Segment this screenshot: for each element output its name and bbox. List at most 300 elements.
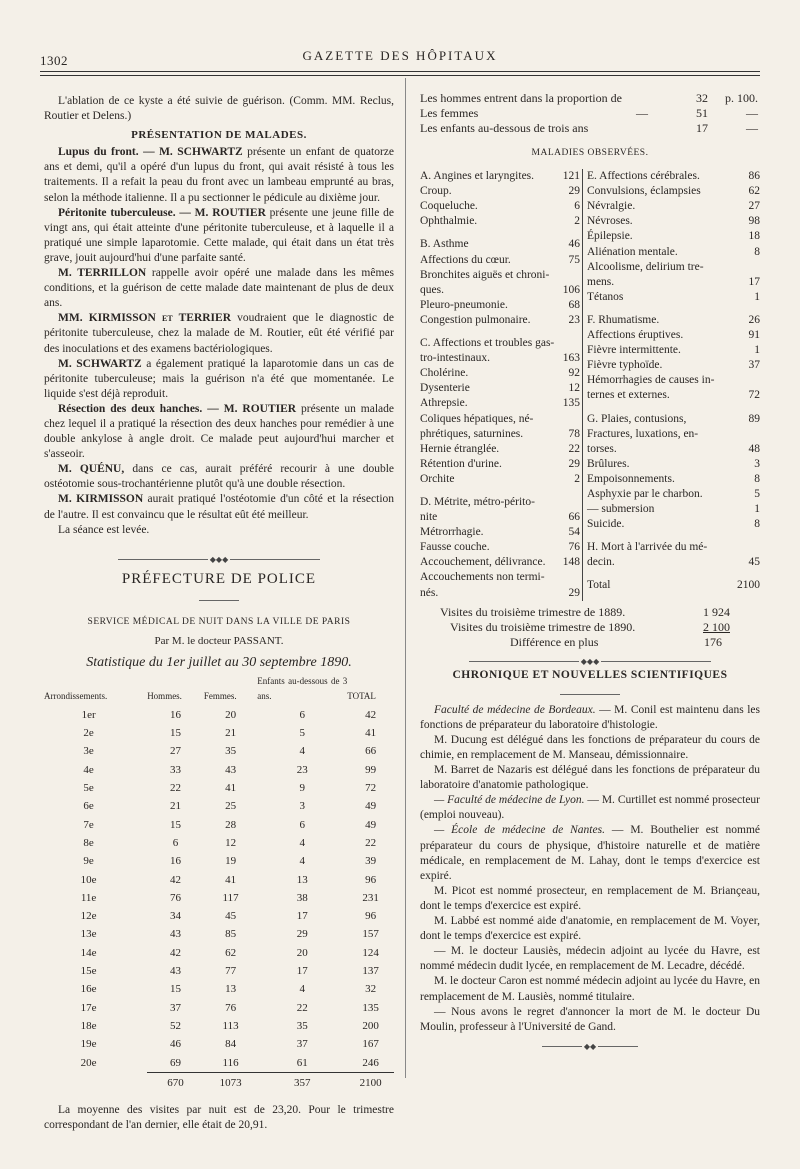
table-cell: 20e: [80, 1056, 97, 1069]
disease-label: Croup.: [420, 185, 452, 198]
table-cell: 32: [365, 983, 377, 996]
disease-label: nés.: [420, 586, 439, 599]
disease-label: Athrepsie.: [420, 397, 468, 410]
table-cell: 21: [170, 800, 182, 813]
proportion-men-unit: p. 100.: [725, 91, 758, 105]
table-cell: 46: [170, 1038, 182, 1051]
lyon-heading: — Faculté de médecine de Lyon.: [434, 794, 585, 807]
disease-count: 26: [748, 313, 760, 326]
nantes-heading: — École de médecine de Nantes.: [434, 824, 605, 837]
chronique-bordeaux-3: M. Barret de Nazaris est délégué dans les fonctions de préparateur du laboratoire d'anatomie pathologique.: [420, 764, 760, 792]
lupus-heading: Lupus du front.: [58, 146, 139, 159]
table-cell: 99: [365, 763, 377, 776]
disease-row: [587, 313, 760, 328]
disease-row: [587, 199, 760, 214]
disease-label: Rétention d'urine.: [420, 457, 502, 470]
bordeaux-text: — M. Conil est maintenu dans les fonctions de préparateur du laboratoire d'histologie.: [420, 703, 760, 731]
disease-row: [587, 517, 760, 532]
disease-label: Ophthalmie.: [420, 215, 478, 228]
disease-row: [587, 578, 760, 593]
disease-count: 2: [574, 472, 580, 485]
disease-row: [587, 214, 760, 229]
disease-label: — submersion: [587, 503, 655, 516]
ornament-divider: ◆◆◆: [44, 552, 394, 564]
disease-count: 8: [754, 245, 760, 258]
proportion-women-label: Les femmes: [420, 106, 479, 120]
table-cell: 84: [225, 1038, 237, 1051]
table-cell: 167: [362, 1038, 379, 1051]
proportion-women-dash: —: [636, 106, 648, 120]
chronique-bordeaux-2: M. Ducung est délégué dans les fonctions de préparateur du cours de chimie, en remplacement de M. Manseau, démissionnaire.: [420, 733, 760, 761]
difference-value: 176: [704, 634, 722, 649]
table-row: [44, 944, 394, 962]
disease-row: [420, 268, 580, 283]
disease-label: nite: [420, 511, 438, 524]
table-cell: 33: [170, 763, 182, 776]
disease-row: [587, 343, 760, 358]
disease-label: Névroses.: [587, 215, 633, 228]
resection-heading: Résection des deux hanches.: [58, 402, 203, 415]
terrillon-author: M. TERRILLON: [58, 267, 147, 280]
disease-count: 98: [748, 215, 760, 228]
disease-label: F. Rhumatisme.: [587, 313, 660, 326]
col-header-hommes: Hommes.: [147, 691, 182, 702]
disease-row: [587, 427, 760, 442]
table-row: [44, 798, 394, 816]
disease-label: Congestion pulmonaire.: [420, 313, 531, 326]
table-cell: 77: [225, 965, 237, 978]
maladies-left-col: [420, 169, 583, 601]
disease-row: [420, 381, 580, 396]
resection-author: — M. ROUTIER: [207, 402, 297, 415]
table-row: [44, 871, 394, 889]
table-cell: 41: [225, 873, 237, 886]
table-cell: 41: [365, 727, 377, 740]
disease-row: [420, 555, 580, 570]
disease-row: [420, 336, 580, 351]
disease-row: [420, 412, 580, 427]
table-row: [44, 834, 394, 852]
disease-row: [420, 366, 580, 381]
disease-count: 106: [562, 283, 580, 296]
disease-label: ternes et externes.: [587, 389, 670, 402]
table-cell: 15: [170, 727, 182, 740]
proportion-row-women: [420, 106, 760, 121]
resection-paragraph: [44, 402, 394, 462]
table-cell: 21: [225, 727, 237, 740]
disease-row: [587, 184, 760, 199]
disease-label: Névralgie.: [587, 200, 636, 213]
maladies-right-col: [583, 169, 761, 601]
table-cell: 76: [225, 1001, 237, 1014]
bordeaux-heading: Faculté de médecine de Bordeaux.: [434, 703, 596, 716]
disease-count: 121: [562, 170, 580, 183]
disease-label: Brûlures.: [587, 457, 630, 470]
resection-text: présente un malade chez lequel il a pratiqué la résection des deux hanches pour remédier à une double ankylose à angle droit. Ce malade peut aujourd'hui marcher et s'asseoir.: [44, 402, 395, 461]
quenu-text: dans ce cas, aurait préféré recourir à une double ostéotomie sous-trochantérienne plutôt qu'à une double résection.: [44, 463, 394, 491]
disease-count: 23: [568, 313, 580, 326]
disease-label: Asphyxie par le charbon.: [587, 487, 703, 500]
table-cell: 6e: [83, 800, 94, 813]
left-column: [44, 94, 394, 1133]
disease-count: 92: [568, 367, 580, 380]
disease-label: tro-intestinaux.: [420, 352, 490, 365]
table-cell: 113: [222, 1019, 239, 1032]
lupus-paragraph: [44, 145, 394, 205]
disease-count: 89: [748, 412, 760, 425]
disease-label: Hémorrhagies de causes in-: [587, 374, 715, 387]
group-spacer: [587, 404, 760, 412]
terrillon-paragraph: [44, 266, 394, 311]
nantes-text: — M. Bouthelier est nommé préparateur du cours de physique, d'histoire naturelle et de matière médicale, en remplacement de M. Lahay, dont le temps d'exercice est expiré.: [420, 824, 760, 882]
disease-row: [587, 540, 760, 555]
group-spacer: [420, 229, 580, 237]
header-rule-thin: [40, 75, 760, 76]
chronique-lyon: [420, 793, 760, 823]
disease-count: 86: [748, 170, 760, 183]
disease-label: Cholérine.: [420, 367, 469, 380]
table-cell: 4e: [83, 763, 94, 776]
closing-paragraph: La moyenne des visites par nuit est de 23,20. Pour le trimestre correspondant de l'an dernier, elle était de 20,91.: [44, 1104, 394, 1132]
disease-label: G. Plaies, contusions,: [587, 412, 687, 425]
table-cell: 28: [225, 818, 237, 831]
seance-levee: La séance est levée.: [58, 523, 150, 536]
table-cell: 4: [299, 745, 306, 758]
disease-row: [587, 358, 760, 373]
proportion-men-value: 32: [696, 91, 708, 105]
disease-row: [420, 283, 580, 298]
table-row: [44, 761, 394, 779]
disease-label: torses.: [587, 442, 617, 455]
table-cell: 61: [296, 1056, 308, 1069]
disease-row: [420, 540, 580, 555]
proportion-women-value: 51: [696, 106, 708, 120]
table-cell: 6: [299, 708, 306, 721]
night-service-table: [44, 674, 394, 1093]
table-cell: 6: [172, 836, 179, 849]
disease-row: [420, 457, 580, 472]
table-cell: 13e: [80, 928, 97, 941]
stats-title: Statistique du 1er juillet au 30 septembre 1890.: [86, 655, 352, 670]
table-cell: 49: [365, 818, 377, 831]
table-cell: 124: [362, 946, 379, 959]
table-cell: 10e: [80, 873, 97, 886]
visits-block: [420, 605, 760, 650]
disease-count: 78: [568, 427, 580, 440]
total-cell: 1073: [204, 1073, 257, 1094]
kirmisson2-author: M. KIRMISSON: [58, 493, 144, 506]
table-row: [44, 725, 394, 743]
lupus-author: — M. SCHWARTZ: [143, 146, 243, 159]
disease-label: Coliques hépatiques, né-: [420, 412, 534, 425]
disease-count: 1: [754, 503, 760, 516]
disease-count: 29: [568, 457, 580, 470]
disease-row: [420, 253, 580, 268]
disease-label: Accouchements non termi-: [420, 571, 545, 584]
disease-count: 29: [568, 586, 580, 599]
table-cell: 6: [299, 818, 306, 831]
disease-count: 135: [562, 397, 580, 410]
page-number: 1302: [40, 53, 68, 68]
proportion-men-label: Les hommes entrent dans la proportion de: [420, 91, 622, 105]
table-cell: 246: [362, 1056, 379, 1069]
table-cell: 35: [225, 745, 237, 758]
ornament-divider-right: ◆◆◆: [420, 654, 760, 666]
table-cell: 42: [170, 946, 182, 959]
table-cell: 43: [170, 928, 182, 941]
disease-label: D. Métrite, métro-périto-: [420, 495, 535, 508]
table-cell: 49: [365, 800, 377, 813]
table-cell: 42: [365, 708, 377, 721]
table-cell: 27: [170, 745, 182, 758]
disease-label: Dysenterie: [420, 382, 470, 395]
disease-count: 48: [748, 442, 760, 455]
table-cell: 22: [365, 836, 377, 849]
group-spacer: [587, 532, 760, 540]
disease-row: [587, 442, 760, 457]
terrillon-text: rappelle avoir opéré une malade dans les mêmes conditions, et la guérison de cette malade date maintenant de plus de deux ans.: [44, 267, 395, 310]
col-header-arrondissements: Arrondissements.: [44, 691, 108, 702]
disease-label: Fausse couche.: [420, 541, 490, 554]
total-cell: 2100: [347, 1073, 394, 1094]
table-cell: 4: [299, 836, 306, 849]
disease-count: 8: [754, 518, 760, 531]
disease-row: [587, 229, 760, 244]
table-cell: 41: [225, 782, 237, 795]
table-cell: 37: [170, 1001, 182, 1014]
visits-1889-row: [420, 605, 760, 620]
disease-count: 6: [574, 200, 580, 213]
disease-row: [420, 214, 580, 229]
table-cell: 12: [225, 836, 237, 849]
group-spacer: [420, 487, 580, 495]
disease-label: Pleuro-pneumonie.: [420, 298, 508, 311]
chronique-nantes-1: [420, 823, 760, 883]
table-cell: 5e: [83, 782, 94, 795]
disease-label: Coqueluche.: [420, 200, 478, 213]
disease-count: 68: [568, 298, 580, 311]
table-cell: 34: [170, 910, 182, 923]
table-cell: 135: [362, 1001, 379, 1014]
table-cell: 43: [225, 763, 237, 776]
disease-count: 3: [754, 457, 760, 470]
kirmisson-author: MM. KIRMISSON et TERRIER: [58, 312, 232, 325]
table-cell: 4: [299, 855, 306, 868]
peritonite-paragraph: [44, 206, 394, 266]
disease-label: B. Asthme: [420, 238, 469, 251]
chronique-nantes-3: M. Labbé est nommé aide d'anatomie, en remplacement de M. Voyer, dont le temps d'exercice est expiré.: [420, 915, 760, 943]
table-cell: 16: [170, 855, 182, 868]
col-header-total: TOTAL: [347, 691, 376, 702]
disease-count: 45: [748, 556, 760, 569]
chronique-rule: [420, 687, 760, 699]
table-row: [44, 1017, 394, 1035]
disease-count: 18: [748, 230, 760, 243]
schwartz-text: a également pratiqué la laparotomie dans un cas de péritonite tuberculeuse; mais la guérison n'a été que momentanée. Le liquide s'est déjà reproduit.: [44, 357, 394, 400]
disease-count: 5: [754, 487, 760, 500]
disease-count: 54: [568, 526, 580, 539]
disease-label: Bronchites aiguës et chroni-: [420, 268, 550, 281]
table-row: [44, 889, 394, 907]
disease-row: [420, 396, 580, 411]
maladies-table: [420, 169, 760, 601]
table-cell: 85: [225, 928, 237, 941]
table-cell: 137: [362, 965, 379, 978]
table-cell: 13: [225, 983, 237, 996]
disease-row: [420, 237, 580, 252]
table-cell: 45: [225, 910, 237, 923]
disease-row: [420, 351, 580, 366]
disease-row: [420, 313, 580, 328]
table-cell: 200: [362, 1019, 379, 1032]
disease-label: Suicide.: [587, 518, 625, 531]
disease-row: [587, 169, 760, 184]
disease-count: 1: [754, 290, 760, 303]
table-cell: 116: [222, 1056, 239, 1069]
disease-count: 76: [568, 541, 580, 554]
disease-count: 22: [568, 442, 580, 455]
service-heading: SERVICE MÉDICAL DE NUIT DANS LA VILLE DE PARIS: [87, 616, 351, 627]
disease-row: [587, 373, 760, 388]
table-row: [44, 981, 394, 999]
chronique-havre-1: — M. le docteur Lausiès, médecin adjoint au lycée du Havre, est nommé médecin dudit lycée, en remplacement de M. Lecadre, décédé.: [420, 945, 760, 973]
visits-1889-value: 1 924: [703, 604, 730, 619]
table-cell: 52: [170, 1019, 182, 1032]
table-cell: 3: [299, 800, 306, 813]
journal-title: GAZETTE DES HÔPITAUX: [302, 48, 498, 63]
table-cell: 17: [296, 910, 308, 923]
right-column: [420, 91, 760, 1051]
disease-row: [420, 586, 580, 601]
peritonite-heading: Péritonite tuberculeuse.: [58, 206, 176, 219]
disease-label: Tétanos: [587, 290, 624, 303]
disease-count: 62: [748, 185, 760, 198]
disease-row: [420, 442, 580, 457]
disease-count: 46: [568, 238, 580, 251]
disease-label: Fièvre intermittente.: [587, 344, 681, 357]
totals-blank: [44, 1073, 147, 1094]
disease-row: [587, 260, 760, 275]
table-cell: 23: [296, 763, 308, 776]
disease-label: Empoisonnements.: [587, 472, 675, 485]
col-header-femmes: Femmes.: [203, 691, 237, 702]
table-row: [44, 743, 394, 761]
disease-label: mens.: [587, 275, 615, 288]
table-row: [44, 706, 394, 724]
table-cell: 39: [365, 855, 377, 868]
kyste-paragraph: L'ablation de ce kyste a été suivie de guérison. (Comm. MM. Reclus, Routier et Delens.): [44, 95, 394, 123]
disease-row: [587, 555, 760, 570]
disease-row: [420, 184, 580, 199]
table-cell: 7e: [83, 818, 94, 831]
col-header-enfants: Enfants au-dessous de 3 ans.: [257, 676, 348, 702]
disease-row: [587, 328, 760, 343]
kirmisson-paragraph: [44, 311, 394, 356]
table-cell: 15e: [80, 965, 97, 978]
disease-label: Métrorrhagie.: [420, 526, 484, 539]
table-cell: 15: [170, 818, 182, 831]
peritonite-text: présente une jeune fille de vingt ans, qui était atteinte d'une péritonite tuberculeuse, et à laquelle il a pratiqué une simple laparotomie. Cette malade, qui était dans un état très grave, jouit aujourd'hui d'une parfaite santé.: [44, 206, 395, 264]
disease-label: Fièvre typhoïde.: [587, 359, 663, 372]
peritonite-author: — M. ROUTIER: [179, 206, 266, 219]
column-separator: [405, 78, 406, 1078]
disease-label: Aliénation mentale.: [587, 245, 678, 258]
presentation-heading: PRÉSENTATION DE MALADES.: [131, 129, 307, 142]
quenu-author: M. QUÉNU,: [58, 463, 125, 476]
disease-row: [587, 502, 760, 517]
disease-label: C. Affections et troubles gas-: [420, 337, 555, 350]
disease-row: [420, 199, 580, 214]
proportion-children-unit: —: [746, 121, 758, 135]
disease-label: Affections du cœur.: [420, 253, 511, 266]
disease-label: Accouchement, délivrance.: [420, 556, 546, 569]
disease-label: Fractures, luxations, en-: [587, 427, 699, 440]
table-cell: 9e: [83, 855, 94, 868]
totals-row: [44, 1073, 394, 1094]
disease-row: [420, 495, 580, 510]
disease-count: 29: [568, 185, 580, 198]
table-row: [44, 816, 394, 834]
proportion-children-value: 17: [696, 121, 708, 135]
table-cell: 43: [170, 965, 182, 978]
kirmisson2-text: aurait pratiqué l'ostéotomie d'un côté et la résection de l'autre. Il est convaincu que le résultat eût été meilleur.: [44, 493, 395, 521]
difference-row: [420, 635, 760, 650]
table-row: [44, 962, 394, 980]
table-cell: 35: [296, 1019, 308, 1032]
table-cell: 13: [296, 873, 308, 886]
table-cell: 69: [170, 1056, 182, 1069]
disease-row: [420, 298, 580, 313]
disease-count: 8: [754, 472, 760, 485]
disease-count: 72: [748, 389, 760, 402]
disease-count: 2: [574, 215, 580, 228]
visits-1890-label: Visites du troisième trimestre de 1890.: [450, 619, 636, 634]
table-row: [44, 1036, 394, 1054]
table-cell: 157: [362, 928, 379, 941]
group-spacer: [420, 328, 580, 336]
disease-count: 27: [748, 200, 760, 213]
disease-count: 1: [754, 344, 760, 357]
table-cell: 20: [225, 708, 237, 721]
lyon-text: — M. Curtillet est nommé prosecteur (emploi nouveau).: [420, 794, 761, 822]
table-row: [44, 908, 394, 926]
table-cell: 14e: [80, 946, 97, 959]
table-row: [44, 1054, 394, 1073]
table-cell: 72: [365, 782, 377, 795]
end-ornament: ◆◆: [420, 1039, 760, 1051]
disease-label: phrétiques, saturnines.: [420, 427, 524, 440]
table-row: [44, 779, 394, 797]
disease-row: [587, 457, 760, 472]
visits-1890-row: [420, 620, 760, 635]
table-cell: 37: [296, 1038, 308, 1051]
table-cell: 11e: [80, 891, 97, 904]
disease-label: E. Affections cérébrales.: [587, 170, 700, 183]
table-cell: 1er: [81, 708, 96, 721]
table-cell: 117: [222, 891, 239, 904]
chronique-nantes-2: M. Picot est nommé prosecteur, en remplacement de M. Briançeau, dont le temps d'exercice est expiré.: [420, 884, 760, 912]
group-spacer: [587, 305, 760, 313]
table-cell: 18e: [80, 1019, 97, 1032]
visits-1890-value: 2 100: [703, 619, 730, 634]
disease-count: 37: [748, 359, 760, 372]
disease-row: [420, 570, 580, 585]
disease-label: Hernie étranglée.: [420, 442, 500, 455]
disease-row: [587, 472, 760, 487]
header-rule: [40, 71, 760, 72]
table-cell: 62: [225, 946, 237, 959]
disease-label: Orchite: [420, 472, 455, 485]
